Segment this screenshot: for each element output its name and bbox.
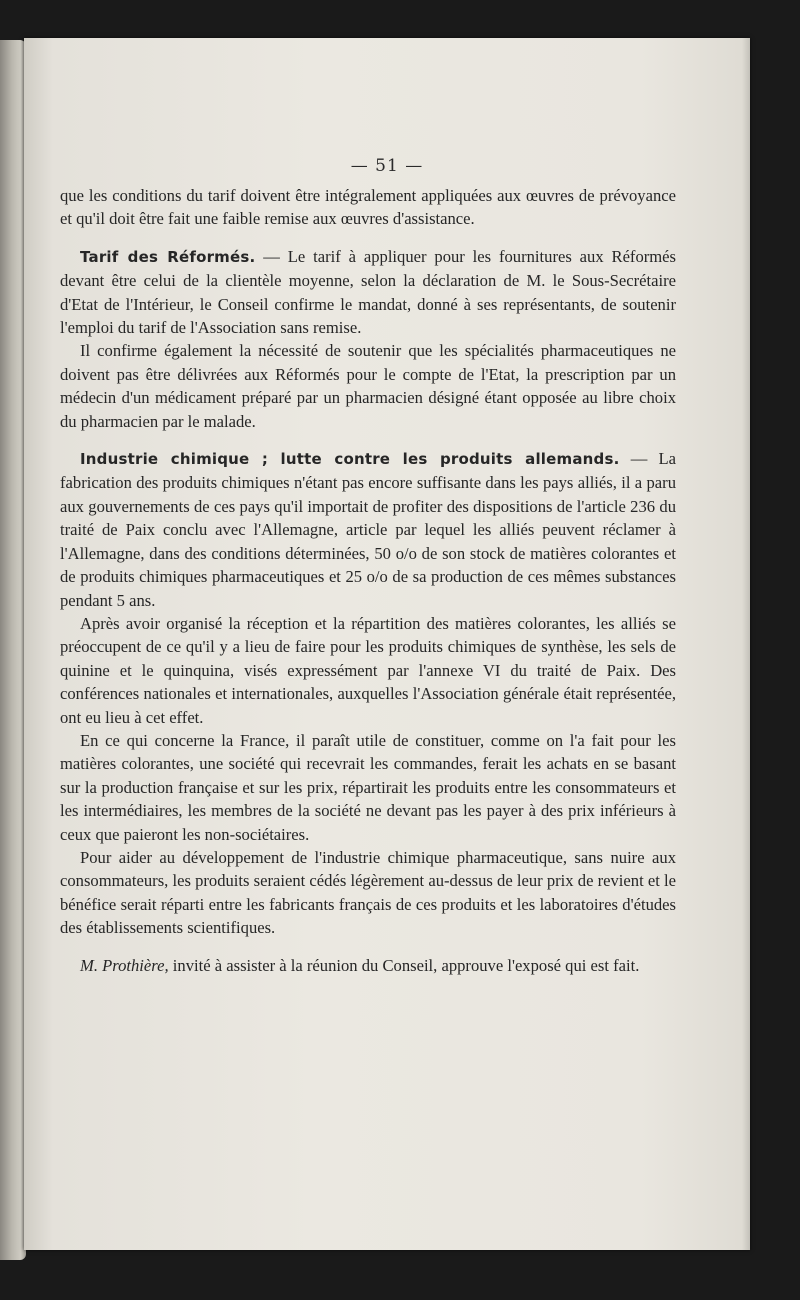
paragraph-specialites	[60, 339, 676, 433]
paragraph-text: En ce qui concerne la France, il paraît utile de constituer, comme on l'a fait pour les matières colorantes, une société qui recevrait les commandes, ferait les achats en se basant sur la production française et sur les prix, répartirait les produits entre les consommateurs et les intermédiaires, les membres de la société ne devant pas les payer à des prix inférieurs à ceux que paieront les non-sociétaires.	[60, 730, 676, 844]
paragraph-matieres-colorantes	[60, 612, 676, 729]
page-body	[60, 184, 676, 977]
section-heading: Industrie chimique ; lutte contre les produits allemands.	[80, 450, 620, 469]
paragraph-developpement	[60, 846, 676, 940]
person-name: M. Prothière,	[80, 955, 169, 975]
book-page	[24, 38, 750, 1250]
section-heading: Tarif des Réformés.	[80, 247, 256, 266]
paragraph-text: Il confirme également la nécessité de soutenir que les spécialités pharmaceutiques ne doivent pas être délivrées aux Réformés pour le compte de l'Etat, la prescription par un médecin d'un médicament préparé par un pharmacien désigné étant opposée au libre choix du pharmacien par le malade.	[60, 341, 676, 431]
paragraph-france-societe	[60, 729, 676, 846]
paragraph-text: que les conditions du tarif doivent être intégralement appliquées aux œuvres de prévoyance et qu'il doit être fait une faible remise aux œuvres d'assistance.	[60, 186, 676, 229]
paragraph-text: — La fabrication des produits chimiques n'étant pas encore suffisante dans les pays alliés, il a paru aux gouvernements de ces pays qu'il importait de profiter des dispositions de l'article 236 du traité de Paix conclu avec l'Allemagne, article par lequel les alliés peuvent réclamer à l'Allemagne, dans des conditions déterminées, 50 o/o de son stock de matières colorantes et de produits chimiques pharmaceutiques et 25 o/o de sa production de ces mêmes substances pendant 5 ans.	[60, 449, 676, 610]
page-shadow-edge	[742, 38, 750, 1250]
paragraph-text: invité à assister à la réunion du Conseil, approuve l'exposé qui est fait.	[168, 955, 640, 975]
paragraph-tarif-reformes	[60, 245, 676, 340]
paragraph-text: Pour aider au développement de l'industrie chimique pharmaceutique, sans nuire aux consommateurs, les produits seraient cédés légèrement au-dessus de leur prix de revient et le bénéfice serait réparti entre les fabricants français de ces produits et les laboratoires d'études des établissements scientifiques.	[60, 847, 676, 938]
page-number: — 51 —	[350, 156, 424, 176]
paragraph-text: Après avoir organisé la réception et la répartition des matières colorantes, les alliés se préoccupent de ce qu'il y a lieu de faire pour les produits chimiques de synthèse, les sels de quinine et le quinquina, visés expressément par l'annexe VI du traité de Paix. Des conférences nationales et internationales, auxquelles l'Association générale était représentée, ont eu lieu à cet effet.	[60, 613, 676, 727]
paragraph-prevoyance	[60, 184, 676, 231]
previous-page-edge	[0, 40, 26, 1260]
paragraph-text: — Le tarif à appliquer pour les fournitures aux Réformés devant être celui de la clientèle moyenne, selon la déclaration de M. le Sous-Secrétaire d'Etat de l'Intérieur, le Conseil confirme le mandat, donné à ses représentants, de soutenir l'emploi du tarif de l'Association sans remise.	[60, 246, 677, 338]
paragraph-prothiere	[60, 954, 676, 977]
paragraph-industrie-chimique	[60, 447, 676, 612]
